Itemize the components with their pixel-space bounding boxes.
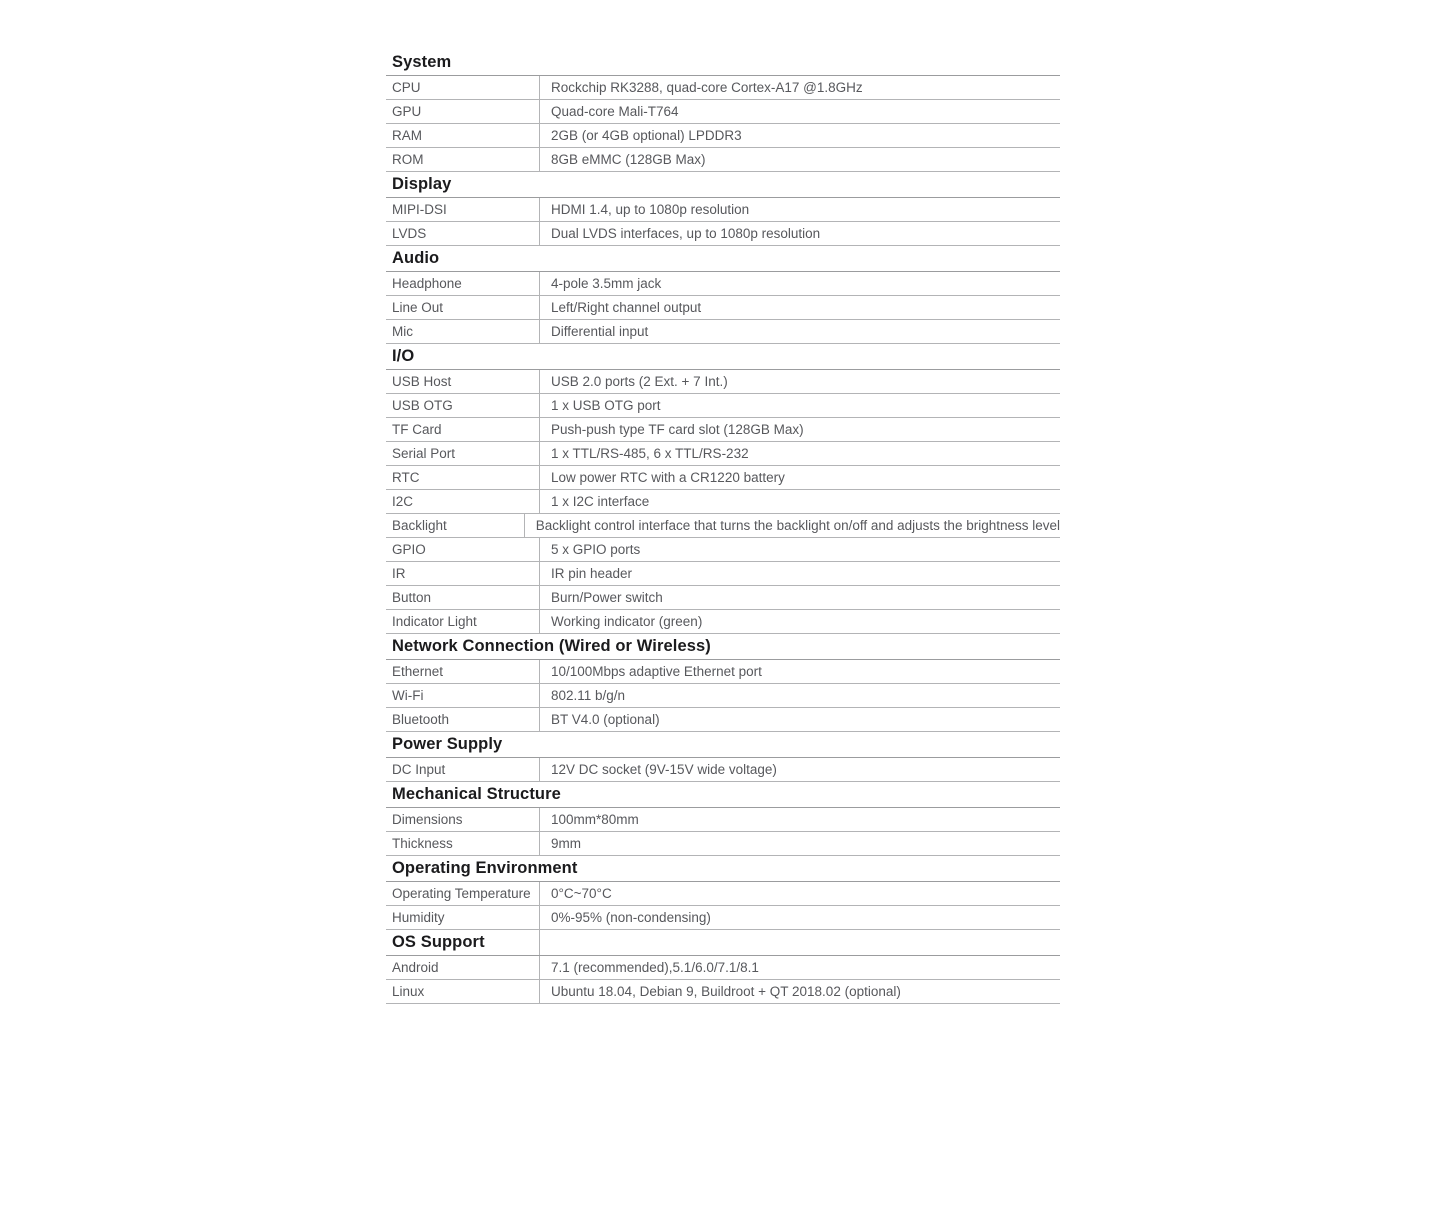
spec-label: Indicator Light [386, 610, 540, 633]
spec-label: Operating Temperature [386, 882, 540, 905]
spec-row [386, 562, 1060, 586]
spec-section [386, 732, 1060, 782]
spec-row [386, 586, 1060, 610]
section-header-spacer [502, 732, 1060, 757]
spec-row [386, 906, 1060, 930]
spec-row [386, 394, 1060, 418]
spec-label: CPU [386, 76, 540, 99]
section-header-spacer [451, 172, 1060, 197]
spec-row [386, 490, 1060, 514]
spec-value: 8GB eMMC (128GB Max) [551, 152, 706, 167]
spec-value: 10/100Mbps adaptive Ethernet port [551, 664, 762, 679]
spec-label: MIPI-DSI [386, 198, 540, 221]
section-header-cell [386, 172, 451, 197]
spec-section [386, 634, 1060, 732]
spec-section [386, 344, 1060, 634]
section-header-spacer [540, 930, 1060, 955]
spec-label: Wi-Fi [386, 684, 540, 707]
section-title: OS Support [392, 933, 485, 951]
spec-value: IR pin header [551, 566, 633, 581]
spec-label: RTC [386, 466, 540, 489]
spec-label: Button [386, 586, 540, 609]
section-header-cell [386, 782, 561, 807]
spec-row [386, 296, 1060, 320]
section-header [386, 344, 1060, 370]
spec-label: GPU [386, 100, 540, 123]
spec-row [386, 76, 1060, 100]
spec-label: TF Card [386, 418, 540, 441]
spec-value: Left/Right channel output [551, 300, 702, 315]
spec-label: Headphone [386, 272, 540, 295]
spec-label: Android [386, 956, 540, 979]
section-header-cell [386, 344, 414, 369]
spec-row [386, 418, 1060, 442]
section-header-cell [386, 50, 451, 75]
section-header [386, 172, 1060, 198]
section-header [386, 246, 1060, 272]
spec-section [386, 856, 1060, 930]
spec-label: IR [386, 562, 540, 585]
spec-label: GPIO [386, 538, 540, 561]
spec-row [386, 708, 1060, 732]
spec-label: Humidity [386, 906, 540, 929]
section-header-cell [386, 732, 502, 757]
spec-value: Quad-core Mali-T764 [551, 104, 679, 119]
spec-value: 1 x USB OTG port [551, 398, 661, 413]
spec-value: 4-pole 3.5mm jack [551, 276, 662, 291]
spec-row [386, 100, 1060, 124]
spec-table [386, 50, 1060, 1004]
spec-value: HDMI 1.4, up to 1080p resolution [551, 202, 750, 217]
spec-value: 12V DC socket (9V-15V wide voltage) [551, 762, 777, 777]
section-title: Display [392, 175, 452, 193]
spec-value: Differential input [551, 324, 649, 339]
spec-row [386, 198, 1060, 222]
spec-row [386, 466, 1060, 490]
spec-label: Serial Port [386, 442, 540, 465]
spec-value: BT V4.0 (optional) [551, 712, 660, 727]
spec-label: Backlight [386, 514, 525, 537]
section-title: Mechanical Structure [392, 785, 561, 803]
spec-value: 9mm [551, 836, 581, 851]
spec-section [386, 246, 1060, 344]
section-header-cell [386, 930, 540, 955]
spec-label: Thickness [386, 832, 540, 855]
section-header [386, 782, 1060, 808]
spec-row [386, 684, 1060, 708]
spec-row [386, 124, 1060, 148]
spec-label: Bluetooth [386, 708, 540, 731]
spec-row [386, 320, 1060, 344]
spec-label: LVDS [386, 222, 540, 245]
spec-row [386, 148, 1060, 172]
spec-value: 5 x GPIO ports [551, 542, 641, 557]
section-header-cell [386, 634, 711, 659]
spec-value: 0%-95% (non-condensing) [551, 910, 711, 925]
spec-row [386, 956, 1060, 980]
section-header [386, 50, 1060, 76]
spec-label: Dimensions [386, 808, 540, 831]
spec-row [386, 660, 1060, 684]
section-header-spacer [451, 50, 1060, 75]
section-title: System [392, 53, 452, 71]
spec-value: 1 x I2C interface [551, 494, 650, 509]
spec-row [386, 980, 1060, 1004]
spec-value: Rockchip RK3288, quad-core Cortex-A17 @1.8GHz [551, 80, 863, 95]
section-header-spacer [711, 634, 1060, 659]
spec-section [386, 930, 1060, 1004]
section-header [386, 930, 1060, 956]
spec-row [386, 222, 1060, 246]
spec-value: 7.1 (recommended),5.1/6.0/7.1/8.1 [551, 960, 759, 975]
spec-value: 802.11 b/g/n [551, 688, 626, 703]
spec-section [386, 50, 1060, 172]
section-header [386, 856, 1060, 882]
spec-row [386, 272, 1060, 296]
section-header-spacer [561, 782, 1060, 807]
section-header [386, 732, 1060, 758]
spec-value: Dual LVDS interfaces, up to 1080p resolution [551, 226, 821, 241]
section-title: I/O [392, 347, 415, 365]
spec-label: USB OTG [386, 394, 540, 417]
spec-value: Backlight control interface that turns the backlight on/off and adjusts the brightness level [535, 518, 1060, 533]
spec-row [386, 442, 1060, 466]
spec-row [386, 610, 1060, 634]
spec-value: 0°C~70°C [551, 886, 612, 901]
spec-row [386, 538, 1060, 562]
spec-row [386, 370, 1060, 394]
section-title: Audio [392, 249, 440, 267]
spec-value: 1 x TTL/RS-485, 6 x TTL/RS-232 [551, 446, 749, 461]
spec-label: USB Host [386, 370, 540, 393]
spec-row [386, 514, 1060, 538]
spec-label: Ethernet [386, 660, 540, 683]
spec-label: I2C [386, 490, 540, 513]
spec-label: Line Out [386, 296, 540, 319]
spec-label: DC Input [386, 758, 540, 781]
spec-value: Working indicator (green) [551, 614, 703, 629]
section-title: Operating Environment [392, 859, 578, 877]
spec-row [386, 808, 1060, 832]
spec-row [386, 758, 1060, 782]
spec-value: Low power RTC with a CR1220 battery [551, 470, 785, 485]
spec-label: Mic [386, 320, 540, 343]
spec-value: Push-push type TF card slot (128GB Max) [551, 422, 804, 437]
spec-row [386, 832, 1060, 856]
section-header-spacer [414, 344, 1060, 369]
spec-row [386, 882, 1060, 906]
section-header-spacer [577, 856, 1060, 881]
section-header-spacer [439, 246, 1060, 271]
spec-section [386, 782, 1060, 856]
spec-label: RAM [386, 124, 540, 147]
spec-value: 100mm*80mm [551, 812, 639, 827]
section-header-cell [386, 246, 439, 271]
section-header [386, 634, 1060, 660]
section-title: Network Connection (Wired or Wireless) [392, 637, 711, 655]
spec-value: Ubuntu 18.04, Debian 9, Buildroot + QT 2018.02 (optional) [551, 984, 901, 999]
spec-label: ROM [386, 148, 540, 171]
spec-section [386, 172, 1060, 246]
section-title: Power Supply [392, 735, 503, 753]
spec-value: 2GB (or 4GB optional) LPDDR3 [551, 128, 742, 143]
section-header-cell [386, 856, 577, 881]
spec-label: Linux [386, 980, 540, 1003]
spec-value: USB 2.0 ports (2 Ext. + 7 Int.) [551, 374, 728, 389]
spec-value: Burn/Power switch [551, 590, 663, 605]
